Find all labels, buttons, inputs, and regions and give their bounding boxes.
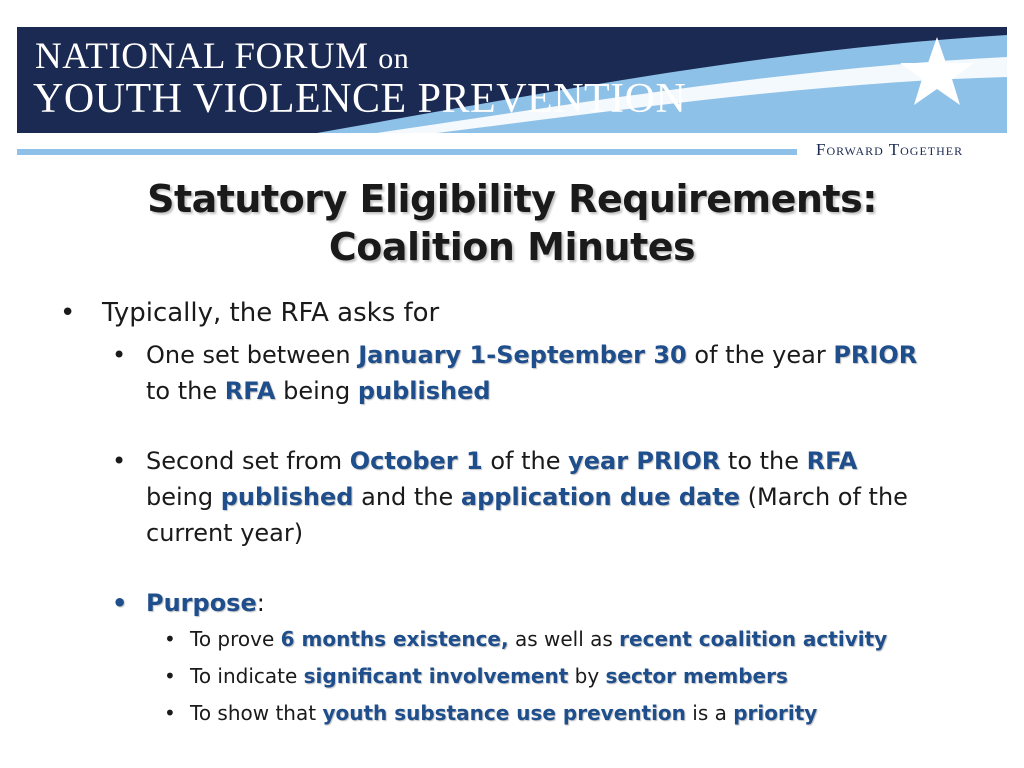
bullet-dot: •: [60, 298, 76, 328]
org-name-line1: NATIONAL FORUM on: [35, 36, 410, 77]
bullet-second-set: • Second set from October 1 of the year PRIOR to the RFA being published and the application due date (March of the current year): [60, 443, 926, 551]
header-banner: [17, 27, 1007, 133]
bullet-dot: •: [112, 447, 127, 475]
sub-bullet-indicate-involvement: • To indicate significant involvement by sector members: [60, 658, 960, 695]
slide-body: [60, 295, 960, 732]
bullet-dot: •: [112, 589, 128, 617]
header-divider: [17, 149, 797, 155]
tagline: Forward Together: [816, 140, 964, 159]
sub-bullet-prove-existence: • To prove 6 months existence, as well as recent coalition activity: [60, 621, 960, 658]
bullet-dot: •: [164, 701, 176, 725]
org-name-line2: YOUTH VIOLENCE PREVENTION: [33, 76, 687, 122]
bullet-dot: •: [112, 341, 127, 369]
bullet-dot: •: [164, 664, 176, 688]
bullet-rfa-asks: • Typically, the RFA asks for: [60, 295, 960, 331]
bullet-first-set: • One set between January 1-September 30 of the year PRIOR to the RFA being published: [60, 337, 926, 409]
bullet-purpose: • Purpose:: [60, 585, 926, 621]
sub-bullet-show-priority: • To show that youth substance use prevention is a priority: [60, 695, 960, 732]
bullet-dot: •: [164, 627, 176, 651]
slide-title: Statutory Eligibility Requirements: Coalition Minutes: [147, 177, 877, 269]
